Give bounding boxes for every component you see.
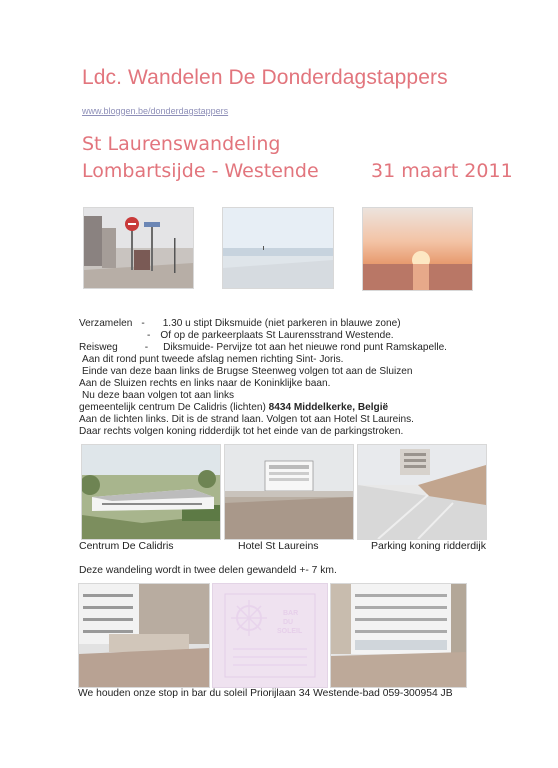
- photo-seafront-building: [78, 583, 210, 688]
- walk-date: 31 maart 2011: [371, 160, 513, 182]
- gathering-alt-line: - Of op de parkeerplaats St Laurensstrand Westende.: [147, 330, 394, 341]
- route-line: Reisweg - Diksmuide- Pervijze tot aan het nieuwe rond punt Ramskapelle.: [79, 342, 447, 353]
- photo-beach: [222, 207, 334, 289]
- directions-line-4: Aan dit rond punt tweede afslag nemen richting Sint- Joris.: [82, 354, 344, 365]
- address-bold: 8434 Middelkerke, België: [268, 402, 389, 413]
- route-label: Reisweg: [79, 342, 118, 353]
- caption-hotel: Hotel St Laureins: [238, 540, 319, 552]
- walk-name: St Laurenswandeling: [82, 133, 281, 155]
- photo-hotel-st-laureins: [224, 444, 354, 540]
- caption-centrum: Centrum De Calidris: [79, 540, 174, 552]
- footer-stop-info: We houden onze stop in bar du soleil Priorijlaan 34 Westende-bad 059-300954 JB: [78, 688, 453, 699]
- photo-sunset: [362, 207, 473, 291]
- document-title: Ldc. Wandelen De Donderdagstappers: [82, 66, 448, 89]
- photo-parking-koning-ridderdijk: [357, 444, 487, 540]
- photo-apartment-building: [330, 583, 467, 688]
- directions-line-7: Nu deze baan volgen tot aan links: [82, 390, 235, 401]
- photo-centrum-de-calidris: [81, 444, 221, 540]
- distance-line: Deze wandeling wordt in twee delen gewandeld +- 7 km.: [79, 565, 337, 576]
- directions-line-9: Aan de lichten links. Dit is de strand laan. Volgen tot aan Hotel St Laureins.: [79, 414, 414, 425]
- directions-line-5: Einde van deze baan links de Brugse Steenweg volgen tot aan de Sluizen: [82, 366, 413, 377]
- photo-street-no-entry: [83, 207, 194, 289]
- caption-parking: Parking koning ridderdijk: [371, 540, 486, 552]
- bar-sign-word-1: BAR: [283, 610, 299, 617]
- directions-line-8: gemeentelijk centrum De Calidris (lichten) 8434 Middelkerke, België: [79, 402, 389, 413]
- gathering-label: Verzamelen: [79, 318, 133, 329]
- directions-line-6: Aan de Sluizen rechts en links naar de Koninklijke baan.: [79, 378, 331, 389]
- directions-line-10: Daar rechts volgen koning ridderdijk tot het einde van de parkingstroken.: [79, 426, 404, 437]
- photo-bar-du-soleil-sign: [212, 583, 328, 688]
- route-name: Lombartsijde - Westende: [82, 160, 319, 182]
- bar-sign-word-2: DU: [283, 619, 294, 626]
- gathering-line: Verzamelen - 1.30 u stipt Diksmuide (niet parkeren in blauwe zone): [79, 318, 401, 329]
- blog-link[interactable]: www.bloggen.be/donderdagstappers: [82, 106, 229, 116]
- bar-sign-word-3: SOLEIL: [277, 628, 303, 635]
